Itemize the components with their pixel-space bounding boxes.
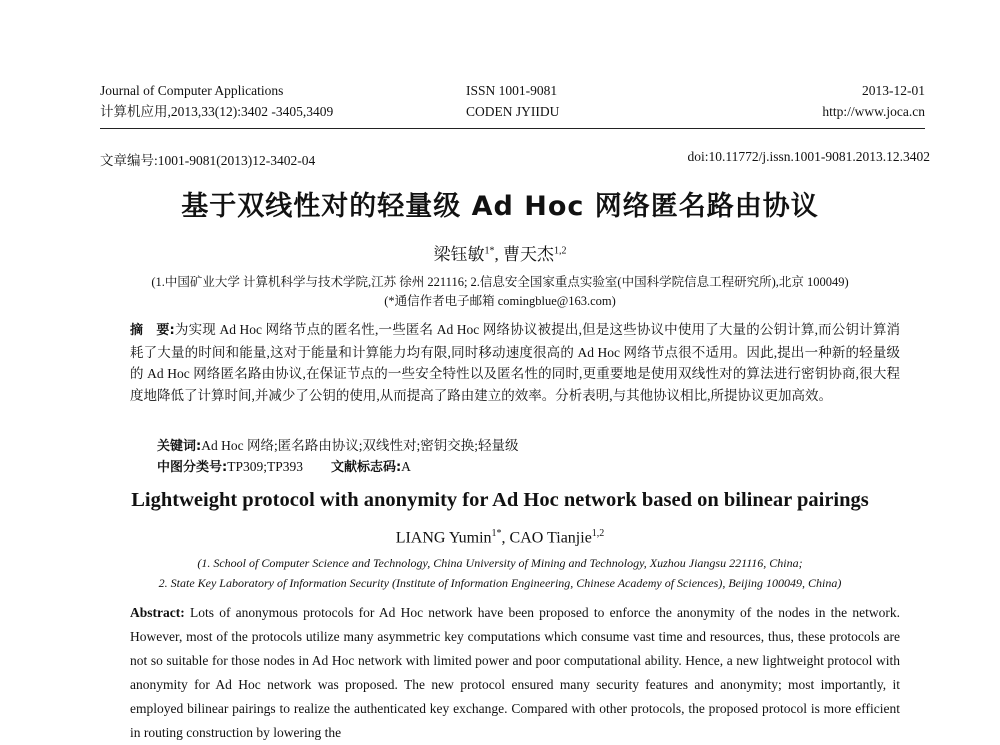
doi: doi:10.11772/j.issn.1001-9081.2013.12.3402 bbox=[687, 149, 930, 164]
keywords-cn-label: 关键词: bbox=[157, 439, 202, 454]
journal-url: http://www.joca.cn bbox=[822, 104, 925, 119]
affiliation-en-line2: 2. State Key Laboratory of Information Security (Institute of Information Engineering, Chinese Academy of Sciences), Beijing 100049, China) bbox=[158, 576, 842, 590]
author-2-en: CAO Tianjie bbox=[509, 529, 592, 547]
abstract-cn bbox=[130, 319, 900, 406]
coden: CODEN JYIIDU bbox=[466, 104, 560, 119]
doc-code-label: 文献标志码: bbox=[330, 460, 402, 475]
author-2-cn-sup: 1,2 bbox=[554, 245, 567, 257]
publication-date: 2013-12-01 bbox=[862, 83, 925, 98]
abstract-en-label: Abstract: bbox=[130, 605, 185, 620]
issn: ISSN 1001-9081 bbox=[466, 83, 558, 98]
author-1-en-sup: 1* bbox=[491, 528, 502, 539]
authors-cn bbox=[0, 240, 1000, 265]
clc-label: 中图分类号: bbox=[157, 460, 228, 475]
classification bbox=[157, 456, 411, 475]
authors-en bbox=[0, 528, 1000, 547]
abstract-cn-label: 摘 要: bbox=[130, 323, 175, 338]
keywords-cn bbox=[157, 434, 518, 454]
author-sep-cn: , bbox=[494, 245, 503, 264]
title-en: Lightweight protocol with anonymity for Ad Hoc network based on bilinear pairings bbox=[131, 489, 869, 511]
affiliation-en bbox=[0, 553, 1000, 593]
abstract-en-text: Lots of anonymous protocols for Ad Hoc network have been proposed to enforce the anonymity of the nodes in the network. However, most of the protocols utilize many asymmetric key computations which consume vast time and resources, thus, these protocols are not so suitable for those nodes in Ad Hoc network with limited power and poor computational ability. Hence, a new lightweight protocol with anonymity for Ad Hoc network was proposed. The new protocol ensured many security features and anonymity; most importantly, it employed bilinear pairings to realize the authenticated key exchange. Compared with other protocols, the proposed protocol is more efficient in routing construction by lowering the bbox=[130, 605, 901, 740]
keywords-cn-text: Ad Hoc 网络;匿名路由协议;双线性对;密钥交换;轻量级 bbox=[201, 438, 519, 453]
abstract-cn-text: 为实现 Ad Hoc 网络节点的匿名性,一些匿名 Ad Hoc 网络协议被提出,但是这些协议中使用了大量的公钥计算,而公钥计算消耗了大量的时间和能量,这对于能量和计算能力均有限,同时移动速度很高的 Ad Hoc 网络节点很不适用。因此,提出一种新的轻量级的 Ad Hoc 网络匿名路由协议,在保证节点的一些安全特性以及匿名性的同时,更重要地是使用双线性对的算法进行密钥协商,很大程度地降低了计算时间,并减少了公钥的使用,从而提高了路由建立的效率。分析表明,与其他协议相比,所提协议更加高效。 bbox=[130, 322, 901, 403]
author-sep-en: , bbox=[501, 529, 510, 547]
author-2-en-sup: 1,2 bbox=[591, 528, 605, 539]
doc-code-value: A bbox=[401, 459, 411, 474]
journal-header-right bbox=[665, 80, 925, 122]
header-divider bbox=[100, 128, 925, 129]
affiliation-cn: (1.中国矿业大学 计算机科学与技术学院,江苏 徐州 221116; 2.信息安全国家重点实验室(中国科学院信息工程研究所),北京 100049) bbox=[151, 275, 849, 289]
author-2-cn: 曹天杰 bbox=[503, 245, 554, 264]
journal-name-en: Journal of Computer Applications bbox=[100, 83, 284, 98]
title-cn: 基于双线性对的轻量级 Ad Hoc 网络匿名路由协议 bbox=[181, 191, 819, 222]
journal-header-left bbox=[100, 80, 430, 122]
journal-header-codes bbox=[466, 80, 686, 122]
author-1-cn-sup: 1* bbox=[484, 245, 495, 257]
article-id: 文章编号:1001-9081(2013)12-3402-04 bbox=[100, 153, 316, 168]
affiliation-en-line1: (1. School of Computer Science and Technology, China University of Mining and Technology, Xuzhou Jiangsu 221116, China; bbox=[197, 556, 803, 570]
author-1-cn: 梁钰敏 bbox=[433, 245, 485, 264]
journal-citation-cn: 计算机应用,2013,33(12):3402 -3405,3409 bbox=[100, 104, 334, 119]
clc-value: TP309;TP393 bbox=[227, 459, 303, 474]
email-cn: (*通信作者电子邮箱 comingblue@163.com) bbox=[384, 294, 616, 308]
author-1-en: LIANG Yumin bbox=[395, 529, 492, 547]
abstract-en bbox=[130, 601, 900, 745]
